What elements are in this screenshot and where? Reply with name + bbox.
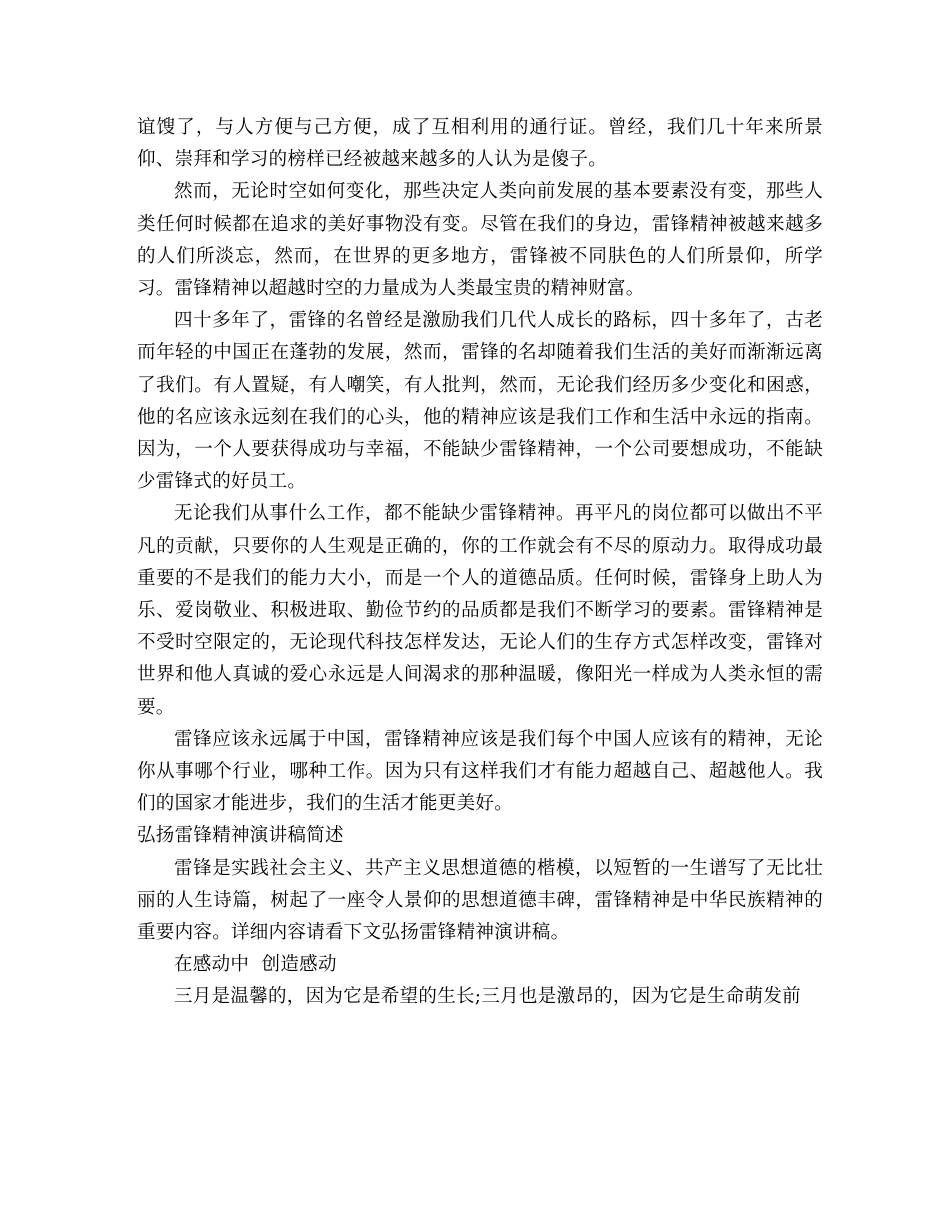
body-paragraph: 无论我们从事什么工作，都不能缺少雷锋精神。再平凡的岗位都可以做出不平凡的贡献，只要你的人生观是正确的，你的工作就会有不尽的原动力。取得成功最重要的不是我们的能力大小，而是一个人的道德品质。任何时候，雷锋身上助人为乐、爱岗敬业、积极进取、勤俭节约的品质都是我们不断学习的要素。雷锋精神是不受时空限定的，无论现代科技怎样发达，无论人们的生存方式怎样改变，雷锋对世界和他人真诚的爱心永远是人间渴求的那种温暖，像阳光一样成为人类永恒的需要。	[137, 503, 823, 718]
body-paragraph: 雷锋应该永远属于中国，雷锋精神应该是我们每个中国人应该有的精神，无论你从事哪个行业，哪种工作。因为只有这样我们才有能力超越自己、超越他人。我们的国家才能进步，我们的生活才能更美好。	[137, 728, 823, 815]
speech-title: 在感动中 创造感动	[174, 954, 337, 976]
document-page	[137, 112, 823, 1014]
opening-paragraph: 三月是温馨的，因为它是希望的生长;三月也是激昂的，因为它是生命萌发前	[174, 986, 801, 1008]
body-paragraph: 然而，无论时空如何变化，那些决定人类向前发展的基本要素没有变，那些人类任何时候都在追求的美好事物没有变。尽管在我们的身边，雷锋精神被越来越多的人们所淡忘，然而，在世界的更多地方，雷锋被不同肤色的人们所景仰，所学习。雷锋精神以超越时空的力量成为人类最宝贵的精神财富。	[137, 181, 823, 300]
summary-paragraph: 雷锋是实践社会主义、共产主义思想道德的楷模，以短暂的一生谱写了无比壮丽的人生诗篇，树起了一座令人景仰的思想道德丰碑，雷锋精神是中华民族精神的重要内容。详细内容请看下文弘扬雷锋精神演讲稿。	[137, 857, 823, 944]
section-title: 弘扬雷锋精神演讲稿简述	[137, 825, 344, 847]
body-paragraph: 谊馊了，与人方便与己方便，成了互相利用的通行证。曾经，我们几十年来所景仰、崇拜和学习的榜样已经被越来越多的人认为是傻子。	[137, 117, 823, 171]
body-paragraph: 四十多年了，雷锋的名曾经是激励我们几代人成长的路标，四十多年了，古老而年轻的中国正在蓬勃的发展，然而，雷锋的名却随着我们生活的美好而渐渐远离了我们。有人置疑，有人嘲笑，有人批判，然而，无论我们经历多少变化和困惑，他的名应该永远刻在我们的心头，他的精神应该是我们工作和生活中永远的指南。因为，一个人要获得成功与幸福，不能缺少雷锋精神，一个公司要想成功，不能缺少雷锋式的好员工。	[137, 310, 823, 493]
